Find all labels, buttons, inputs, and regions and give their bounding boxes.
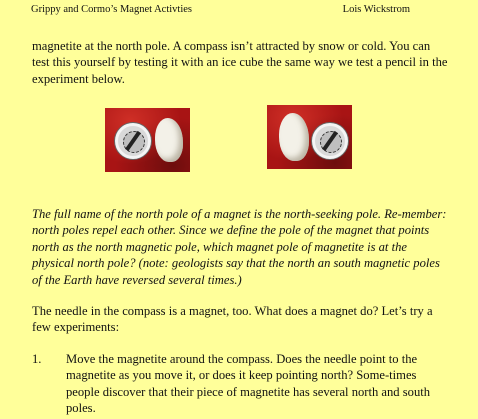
paragraph-experiments-intro: The needle in the compass is a magnet, too. What does a magnet do? Let’s try a few experiments: <box>32 304 433 335</box>
paragraph-north-pole-question: The full name of the north pole of a magnet is the north-seeking pole. Re-member: north poles repel each other. Since we define the pole of the magnet that points north as the north magnetic pole, which magnet pole of magnetite is at the physical north pole? (note: geologists say that the north an south magnetic poles of the Earth have reversed several times.) <box>32 207 447 287</box>
compass-icon <box>312 123 348 159</box>
photo-compass-ice-right <box>267 105 352 169</box>
list-item-text: Move the magnetite around the compass. Does the needle point to the magnetite as you move it, or does it keep pointing north? Some-times people discover that their piece of magnetite has several north and south poles. <box>66 352 431 416</box>
list-item-number: 1. <box>32 352 42 366</box>
photo-compass-ice-left <box>105 108 190 172</box>
ice-cube-icon <box>155 118 183 162</box>
paragraph-intro: magnetite at the north pole. A compass isn’t attracted by snow or cold. You can test this yourself by testing it with an ice cube the same way we test a pencil in the experiment below. <box>32 39 448 86</box>
compass-icon <box>115 123 151 159</box>
list-item <box>32 351 450 417</box>
page-header <box>31 4 448 18</box>
header-title: Grippy and Cormo’s Magnet Activties <box>31 4 192 15</box>
header-author: Lois Wickstrom <box>342 4 410 15</box>
